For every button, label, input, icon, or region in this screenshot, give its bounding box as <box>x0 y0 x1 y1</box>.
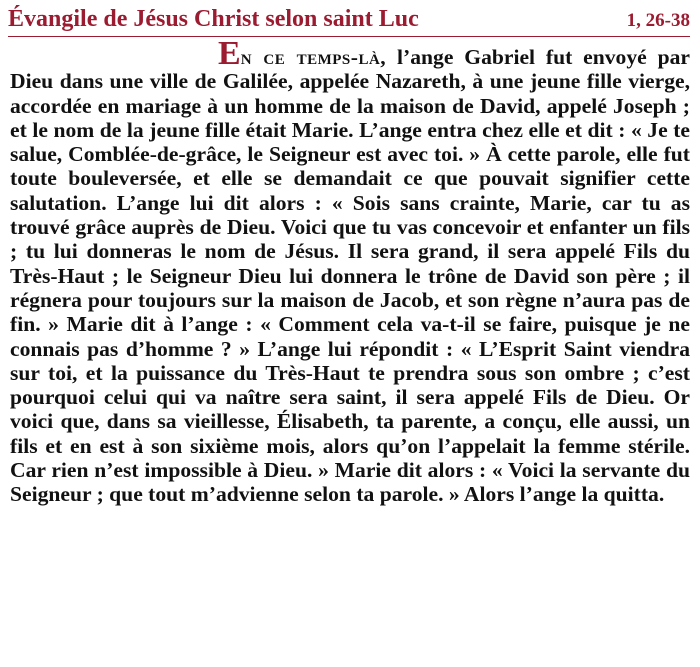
gospel-body: l’ange Gabriel fut envoyé par Dieu dans une ville de Galilée, appelée Nazareth, à une jeune fille vierge, accordée en mariage à un homme de la maison de David, appelé Joseph ; et le nom de la jeune fille était Marie. L’ange entra chez elle et dit : « Je te salue, Comblée-de-grâce, le Seigneur est avec toi. » À cette parole, elle fut toute bouleversée, et elle se demandait ce que pouvait signifier cette salutation. L’ange lui dit alors : « Sois sans crainte, Marie, car tu as trouvé grâce auprès de Dieu. Voici que tu vas concevoir et enfanter un fils ; tu lui donneras le nom de Jésus. Il sera grand, il sera appelé Fils du Très-Haut ; le Seigneur Dieu lui donnera le trône de David son père ; il régnera pour toujours sur la maison de Jacob, et son règne n’aura pas de fin. » Marie dit à l’ange : « Comment cela va-t-il se faire, puisque je ne connais pas d’homme ? » L’ange lui répondit : « L’Esprit Saint viendra sur toi, et la puissance du Très-Haut te prendra sous son ombre ; c’est pourquoi celui qui va naître sera saint, il sera appelé Fils de Dieu. Or voici que, dans sa vieillesse, Élisabeth, ta parente, a conçu, elle aussi, un fils et en est à son sixième mois, alors qu’on l’appelait la femme stérile. Car rien n’est impossible à Dieu. » Marie dit alors : « Voici la servante du Seigneur ; que tout m’advienne selon ta parole. » Alors l’ange la quitta. <box>10 45 690 507</box>
drop-cap: E <box>218 35 241 72</box>
gospel-text <box>10 35 690 507</box>
opening-words: n ce temps-là, <box>240 45 387 69</box>
gospel-title: Évangile de Jésus Christ selon saint Luc <box>8 6 419 32</box>
verse-reference: 1, 26-38 <box>626 10 690 31</box>
gospel-header <box>8 6 690 37</box>
